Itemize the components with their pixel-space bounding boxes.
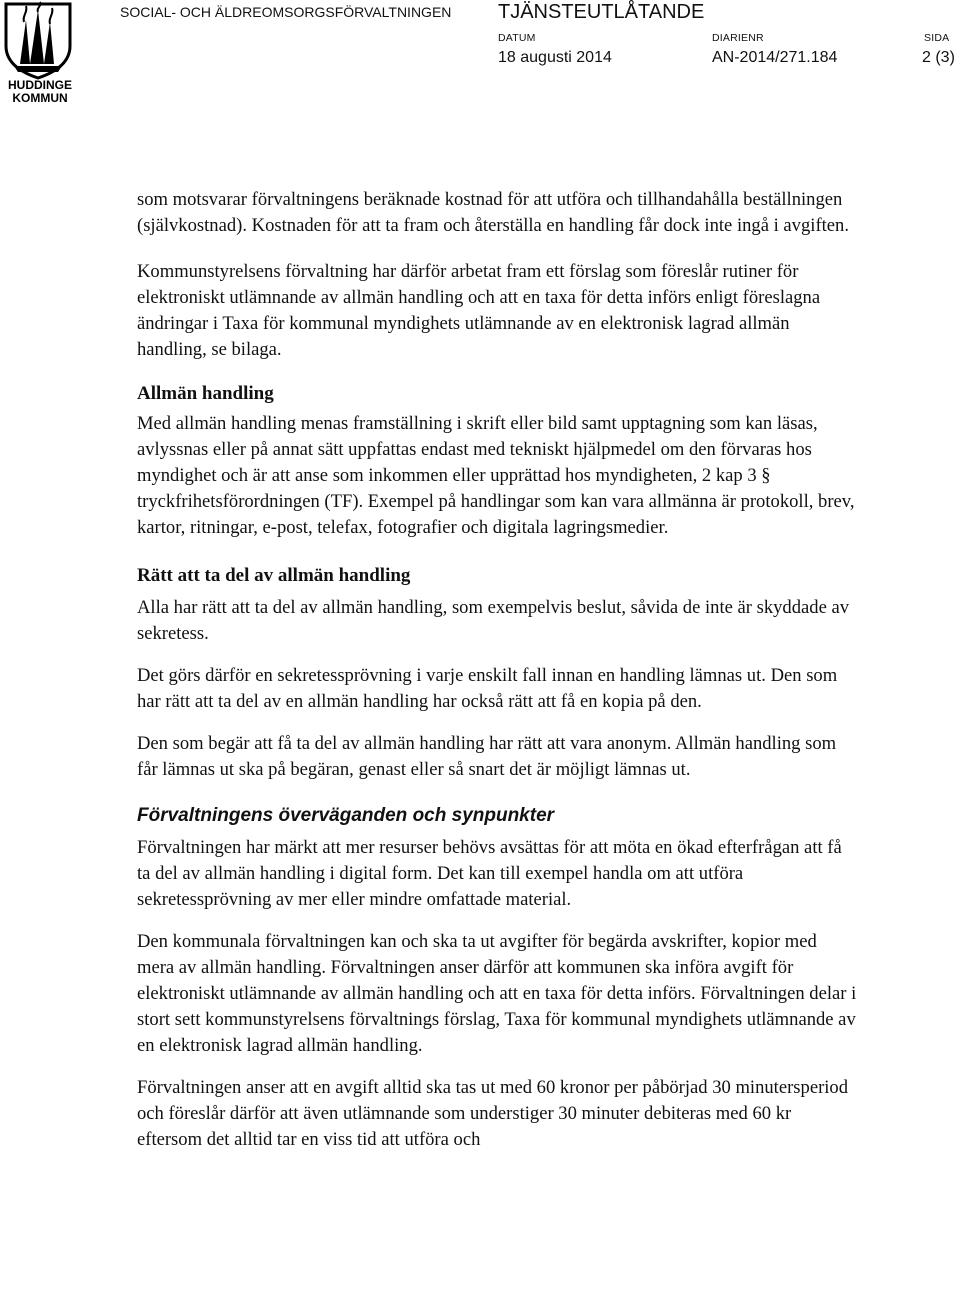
paragraph-4: Alla har rätt att ta del av allmän handling, som exempelvis beslut, såvida de inte är skyddade av sekretess. xyxy=(137,597,850,644)
organization-name: SOCIAL- OCH ÄLDREOMSORGSFÖRVALTNINGEN xyxy=(120,4,452,20)
paragraph-2: Kommunstyrelsens förvaltning har därför arbetat fram ett förslag som föreslår rutiner för elektroniskt utlämnande av allmän handling och att en taxa för detta införs enligt föreslagna ändringar i Taxa för kommunal myndighets utlämnande av en elektronisk lagrad allmän handling, se bilaga. xyxy=(137,261,821,360)
document-type: TJÄNSTEUTLÅTANDE xyxy=(498,1,705,23)
heading-allman-handling: Allmän handling xyxy=(137,383,274,404)
document-body xyxy=(137,187,857,1153)
sida-value: 2 (3) xyxy=(922,49,955,66)
paragraph-3: Med allmän handling menas framställning i skrift eller bild samt upptagning som kan läsas, avlyssnas eller på annat sätt uppfattas endast med tekniskt hjälpmedel om den förvaras hos myndighet och är att anse som inkommen eller upprättad hos myndigheten, 2 kap 3 § tryckfrihetsförordningen (TF). Exempel på handlingar som kan vara allmänna är protokoll, brev, kartor, ritningar, e-post, telefax, fotografier och digitala lagringsmedier. xyxy=(137,413,855,538)
paragraph-5: Det görs därför en sekretessprövning i varje enskilt fall innan en handling lämnas ut. Den som har rätt att ta del av en allmän handling har också rätt att få en kopia på den. xyxy=(137,665,838,712)
heading-ratt-att-ta-del: Rätt att ta del av allmän handling xyxy=(137,565,411,586)
paragraph-8: Den kommunala förvaltningen kan och ska ta ut avgifter för begärda avskrifter, kopior med mera av allmän handling. Förvaltningen anser därför att kommunen ska införa avgift för elektroniskt utlämnande av allmän handling och att en taxa för detta införs. Förvaltningen delar i stort sett kommunstyrelsens förvaltnings förslag, Taxa för kommunal myndighets utlämnande av en elektronisk lagrad allmän handling. xyxy=(137,931,857,1056)
paragraph-9: Förvaltningen anser att en avgift alltid ska tas ut med 60 kronor per påbörjad 30 minutersperiod och föreslår därför att även utlämnande som understiger 30 minuter debiteras med 60 kr eftersom det alltid tar en viss tid att utföra och xyxy=(137,1077,849,1150)
logo-line-1: HUDDINGE xyxy=(7,78,72,92)
paragraph-6: Den som begär att få ta del av allmän handling har rätt att vara anonym. Allmän handling som får lämnas ut ska på begäran, genast eller så snart det är möjligt lämnas ut. xyxy=(137,733,837,780)
datum-value: 18 augusti 2014 xyxy=(498,49,612,66)
heading-overvaganden: Förvaltningens överväganden och synpunkter xyxy=(137,805,555,826)
logo-line-2: KOMMUN xyxy=(12,91,68,105)
datum-label: DATUM xyxy=(498,32,536,44)
diarienr-value: AN-2014/271.184 xyxy=(712,49,838,66)
paragraph-7: Förvaltningen har märkt att mer resurser behövs avsättas för att möta en ökad efterfrågan att få ta del av allmän handling i digital form. Det kan till exempel handla om att utföra sekretessprövning av mer eller mindre omfattade material. xyxy=(137,837,842,910)
coat-of-arms-icon xyxy=(0,0,78,80)
diarienr-label: DIARIENR xyxy=(712,32,764,44)
sida-label: SIDA xyxy=(924,32,950,44)
paragraph-1: som motsvarar förvaltningens beräknade kostnad för att utföra och tillhandahålla beställningen (självkostnad). Kostnaden för att ta fram och återställa en handling får dock inte ingå i avgiften. xyxy=(137,189,850,236)
municipality-logo xyxy=(0,0,78,108)
